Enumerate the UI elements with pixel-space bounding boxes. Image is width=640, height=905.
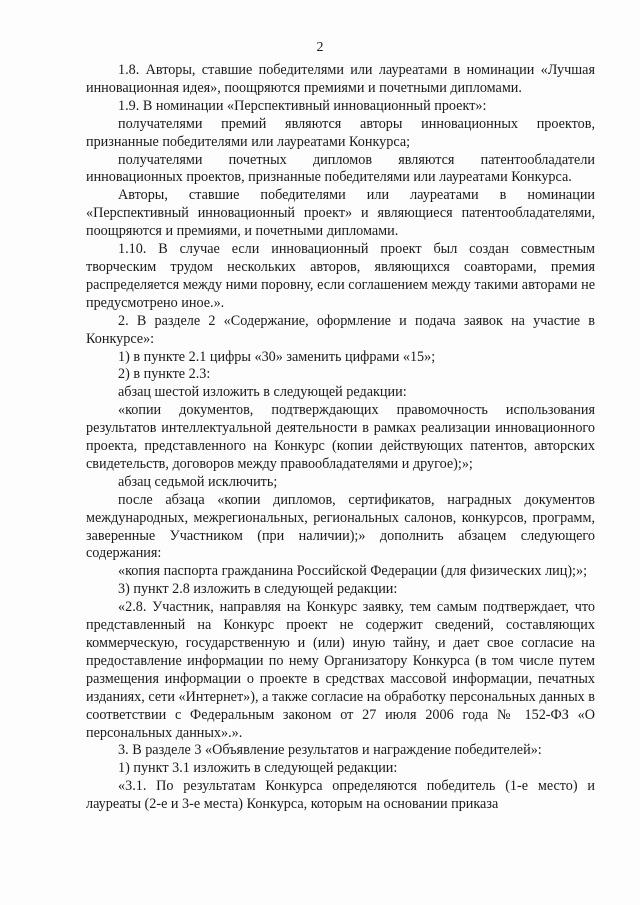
paragraph-diploma-recipients: получателями почетных дипломов являются патентообладатели инновационных проектов, признанные победителями или лауреатами Конкурса. xyxy=(86,151,595,186)
paragraph-1-10: 1.10. В случае если инновационный проект был создан совместным творческим трудом нескольких авторов, являющихся соавторами, премия распределяется между ними поровну, если соглашением между такими авторами не предусмотрено иное.». xyxy=(86,241,595,311)
paragraph-authors-patent-holders: Авторы, ставшие победителями или лауреатами в номинации «Перспективный инновационный проект» и являющиеся патентообладателями, поощряются и премиями, и почетными дипломами. xyxy=(86,187,595,240)
paragraph-1-8: 1.8. Авторы, ставшие победителями или лауреатами в номинации «Лучшая инновационная идея», поощряются премиями и почетными дипломами. xyxy=(86,62,595,96)
paragraph-1-9: 1.9. В номинации «Перспективный инновационный проект»: xyxy=(118,97,487,114)
paragraph-2-8-text: «2.8. Участник, направляя на Конкурс заявку, тем самым подтверждает, что представленный на Конкурс проект не содержит сведений, составляющих коммерческую, государственную и (или) иную тайну, и дает свое согласие на предоставление информации по нему Организатору Конкурса (в том числе путем размещения информации о проекте в средствах массовой информации, печатных изданиях, сети «Интернет»), а также согласие на обработку персональных данных в соответствии с Федеральным законом от 27 июля 2006 года № 152-ФЗ «О персональных данных».». xyxy=(86,599,595,741)
paragraph-document-copies: «копии документов, подтверждающих правомочность использования результатов интеллектуальной деятельности в рамках реализации инновационного проекта, представленного на Конкурс (копии действующих патентов, авторских свидетельств, договоров между правообладателями и другое);»; xyxy=(86,402,595,472)
paragraph-item-2-3: 2) в пункте 2.3: xyxy=(118,366,211,383)
paragraph-sixth-abzac: абзац шестой изложить в следующей редакции: xyxy=(118,384,407,401)
page-number: 2 xyxy=(316,40,324,55)
paragraph-seventh-abzac: абзац седьмой исключить; xyxy=(118,473,278,490)
paragraph-3-1-text: «3.1. По результатам Конкурса определяются победитель (1-е место) и лауреаты (2-е и 3-е места) Конкурса, которым на основании приказа xyxy=(86,778,595,813)
document-body xyxy=(86,62,595,814)
paragraph-passport-copy: «копия паспорта гражданина Российской Федерации (для физических лиц);»; xyxy=(118,563,588,580)
paragraph-item-3-1: 1) пункт 3.1 изложить в следующей редакции: xyxy=(118,760,398,777)
paragraph-after-diplomas: после абзаца «копии дипломов, сертификатов, наградных документов международных, межрегиональных, региональных салонов, конкурсов, программ, заверенные Участником (при наличии);» дополнить абзацем следующего содержания: xyxy=(86,491,595,562)
paragraph-section-2: 2. В разделе 2 «Содержание, оформление и подача заявок на участие в Конкурсе»: xyxy=(86,312,595,347)
paragraph-section-3: 3. В разделе 3 «Объявление результатов и награждение победителей»: xyxy=(118,742,542,759)
paragraph-prize-recipients: получателями премий являются авторы инновационных проектов, признанные победителями или лауреатами Конкурса; xyxy=(86,115,595,150)
paragraph-item-2-1: 1) в пункте 2.1 цифры «30» заменить цифрами «15»; xyxy=(118,348,436,365)
paragraph-item-2-8: 3) пункт 2.8 изложить в следующей редакции: xyxy=(118,581,398,598)
